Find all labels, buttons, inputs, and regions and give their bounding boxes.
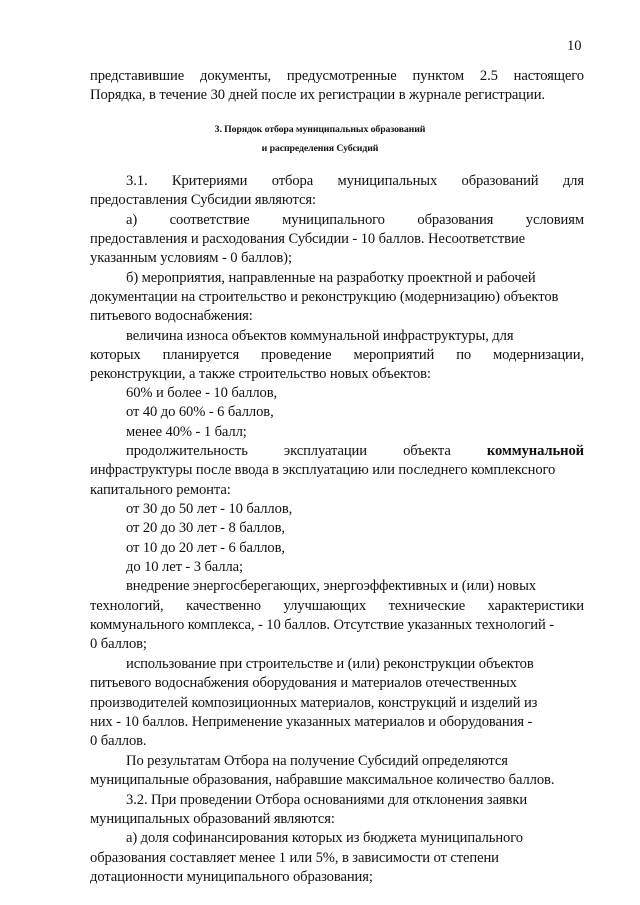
reject-a-line-2: образования составляет менее 1 или 5%, в зависимости от степени: [90, 850, 499, 866]
duration-item: от 10 до 20 лет - 6 баллов,: [126, 540, 285, 556]
intro-line-2: Порядка, в течение 30 дней после их регистрации в журнале регистрации.: [90, 87, 545, 103]
duration-item: от 30 до 50 лет - 10 баллов,: [126, 501, 293, 517]
criterion-b-line-1: б) мероприятия, направленные на разработку проектной и рабочей: [126, 270, 536, 286]
energy-line-2: технологий, качественно улучшающих технические характеристики: [90, 598, 584, 614]
wear-line-3: реконструкции, а также строительство новых объектов:: [90, 366, 431, 382]
results-line-1: По результатам Отбора на получение Субсидий определяются: [126, 753, 508, 769]
criterion-a-line-3: указанным условиям - 0 баллов);: [90, 250, 292, 266]
section-title-line-2: и распределения Субсидий: [261, 143, 379, 154]
wear-item: от 40 до 60% - 6 баллов,: [126, 404, 274, 420]
duration-line-3: капитального ремонта:: [90, 482, 231, 498]
criterion-b-line-2: документации на строительство и реконструкцию (модернизацию) объектов: [90, 289, 559, 305]
intro-line-1: представившие документы, предусмотренные пунктом 2.5 настоящего: [90, 68, 584, 84]
section-title-line-1: 3. Порядок отбора муниципальных образований: [214, 124, 426, 135]
duration-line-2: инфраструктуры после ввода в эксплуатацию или последнего комплексного: [90, 462, 556, 478]
criterion-a-line-2: предоставления и расходования Субсидии - 10 баллов. Несоответствие: [90, 231, 526, 247]
clause-3-1-line-1: 3.1. Критериями отбора муниципальных образований для: [126, 173, 584, 189]
reject-a-line-1: а) доля софинансирования которых из бюджета муниципального: [126, 830, 523, 846]
page-number: 10: [567, 38, 582, 54]
materials-line-2: питьевого водоснабжения оборудования и материалов отечественных: [90, 675, 517, 691]
wear-item: менее 40% - 1 балл;: [126, 424, 247, 440]
results-line-2: муниципальные образования, набравшие максимальное количество баллов.: [90, 772, 555, 788]
materials-line-4: них - 10 баллов. Неприменение указанных материалов и оборудования -: [90, 714, 533, 730]
clause-3-2-line-1: 3.2. При проведении Отбора основаниями для отклонения заявки: [126, 792, 528, 808]
criterion-a-line-1: а) соответствие муниципального образования условиям: [126, 212, 584, 228]
energy-line-4: 0 баллов;: [90, 636, 147, 652]
energy-line-3: коммунального комплекса, - 10 баллов. Отсутствие указанных технологий -: [90, 617, 554, 633]
materials-line-5: 0 баллов.: [90, 733, 147, 749]
materials-line-1: использование при строительстве и (или) реконструкции объектов: [126, 656, 534, 672]
materials-line-3: производителей композиционных материалов, конструкций и изделий из: [90, 695, 538, 711]
clause-3-2-line-2: муниципальных образований являются:: [90, 811, 335, 827]
reject-a-line-3: дотационности муниципального образования;: [90, 869, 373, 885]
wear-line-1: величина износа объектов коммунальной инфраструктуры, для: [126, 328, 514, 344]
clause-3-1-line-2: предоставления Субсидии являются:: [90, 192, 316, 208]
duration-line-1: продолжительность эксплуатации объекта коммунальной: [126, 443, 584, 459]
wear-line-2: которых планируется проведение мероприятий по модернизации,: [90, 347, 584, 363]
criterion-b-line-3: питьевого водоснабжения:: [90, 308, 253, 324]
duration-item: до 10 лет - 3 балла;: [126, 559, 243, 575]
duration-item: от 20 до 30 лет - 8 баллов,: [126, 520, 285, 536]
wear-item: 60% и более - 10 баллов,: [126, 385, 278, 401]
energy-line-1: внедрение энергосберегающих, энергоэффективных и (или) новых: [126, 578, 537, 594]
